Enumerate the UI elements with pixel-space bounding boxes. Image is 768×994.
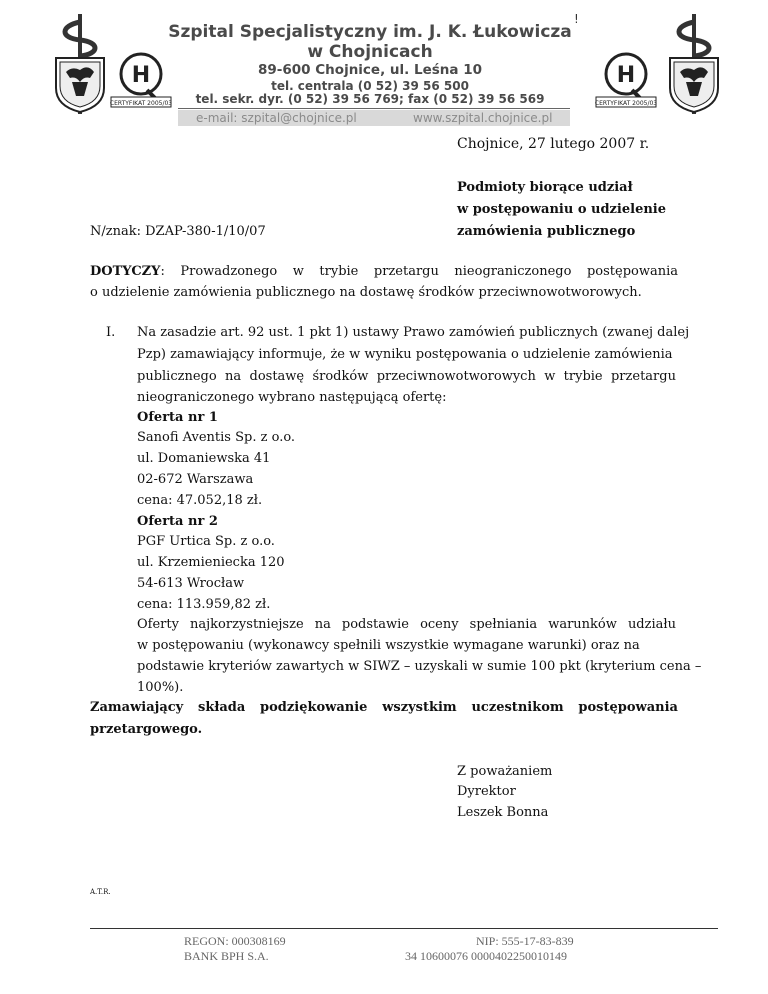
- hospital-name: Szpital Specjalistyczny im. J. K. Łukowicza: [168, 22, 572, 42]
- email-link[interactable]: e-mail: szpital@chojnice.pl: [196, 111, 357, 125]
- subject-word: w: [292, 264, 304, 279]
- paragraph-line-3: [137, 369, 676, 384]
- subject-line-2: o udzielenie zamówienia publicznego na dostawę środków przeciwnowotworowych.: [90, 285, 642, 300]
- subject-word: trybie: [319, 264, 359, 279]
- thanks-word: wszystkim: [382, 700, 457, 715]
- offer-1-city: 02-672 Warszawa: [137, 472, 254, 487]
- reference-number: N/znak: DZAP-380-1/10/07: [90, 224, 266, 239]
- offer-1-street: ul. Domaniewska 41: [137, 451, 271, 466]
- offer-2-title: Oferta nr 2: [137, 514, 218, 529]
- offer-2-company: PGF Urtica Sp. z o.o.: [137, 534, 275, 549]
- phone-central: tel. centrala (0 52) 39 56 500: [271, 79, 469, 93]
- offer-2-city: 54-613 Wrocław: [137, 576, 245, 591]
- subject-label: DOTYCZY: [90, 264, 161, 279]
- thanks-word: podziękowanie: [260, 700, 368, 715]
- paragraph-word: przetargu: [610, 369, 676, 384]
- footer-regon: REGON: 000308169: [184, 934, 286, 948]
- conclusion-line-1: [137, 617, 676, 632]
- thanks-line-1: [90, 700, 678, 715]
- svg-text:CERTYFIKAT 2005/03: CERTYFIKAT 2005/03: [594, 100, 658, 107]
- conclusion-line-2: w postępowaniu (wykonawcy spełnili wszystkie wymagane warunki) oraz na: [137, 638, 640, 653]
- paragraph-line-1: Na zasadzie art. 92 ust. 1 pkt 1) ustawy Prawo zamówień publicznych (zwanej dalej: [137, 325, 690, 340]
- place-date: Chojnice, 27 lutego 2007 r.: [457, 136, 650, 152]
- paragraph-word: w: [544, 369, 556, 384]
- coat-of-arms-left-icon: [50, 12, 110, 116]
- thanks-word: postępowania: [578, 700, 678, 715]
- svg-text:CERTYFIKAT 2005/03: CERTYFIKAT 2005/03: [109, 100, 173, 107]
- conclusion-word: oceny: [420, 617, 459, 632]
- conclusion-word: na: [314, 617, 331, 632]
- paragraph-word: dostawę: [249, 369, 305, 384]
- website-link[interactable]: www.szpital.chojnice.pl: [413, 111, 553, 125]
- paragraph-word: trybie: [563, 369, 603, 384]
- conclusion-word: warunków: [548, 617, 617, 632]
- closing: Z poważaniem: [457, 764, 553, 779]
- corner-mark: !: [574, 12, 579, 26]
- recipient-line-2: w postępowaniu o udzielenie: [457, 202, 667, 217]
- hospital-city: w Chojnicach: [307, 42, 433, 62]
- conclusion-word: podstawie: [341, 617, 410, 632]
- signer-title: Dyrektor: [457, 784, 516, 799]
- initials: A.T.R.: [90, 888, 111, 896]
- offer-2-price: cena: 113.959,82 zł.: [137, 597, 271, 612]
- thanks-word: uczestnikom: [471, 700, 564, 715]
- signer-name: Leszek Bonna: [457, 805, 549, 820]
- footer-divider: [90, 928, 718, 929]
- conclusion-word: udziału: [627, 617, 676, 632]
- coat-of-arms-right-icon: [664, 12, 724, 116]
- footer-account: 34 10600076 0000402250010149: [405, 949, 567, 963]
- quality-certificate-right-icon: [592, 50, 660, 108]
- thanks-word: Zamawiający: [90, 700, 184, 715]
- thanks-word: składa: [198, 700, 246, 715]
- conclusion-line-4: 100%).: [137, 680, 184, 695]
- paragraph-line-2: Pzp) zamawiający informuje, że w wyniku postępowania o udzielenie zamówienia: [137, 347, 673, 362]
- footer-bank: BANK BPH S.A.: [184, 949, 269, 963]
- paragraph-line-4: nieograniczonego wybrano następującą ofertę:: [137, 390, 447, 405]
- recipient-line-1: Podmioty biorące udział: [457, 180, 633, 195]
- conclusion-word: Oferty: [137, 617, 179, 632]
- subject-word: nieograniczonego: [454, 264, 572, 279]
- paragraph-word: publicznego: [137, 369, 217, 384]
- thanks-line-2: przetargowego.: [90, 722, 203, 737]
- header-divider: [178, 108, 570, 109]
- paragraph-word: na: [225, 369, 242, 384]
- paragraph-word: przeciwnowotworowych: [376, 369, 536, 384]
- subject-word: przetargu: [373, 264, 439, 279]
- offer-2-street: ul. Krzemieniecka 120: [137, 555, 285, 570]
- conclusion-line-3: podstawie kryteriów zawartych w SIWZ – uzyskali w sumie 100 pkt (kryterium cena –: [137, 659, 702, 674]
- paragraph-word: środków: [312, 369, 369, 384]
- offer-1-company: Sanofi Aventis Sp. z o.o.: [137, 430, 296, 445]
- conclusion-word: najkorzystniejsze: [190, 617, 304, 632]
- hospital-address: 89-600 Chojnice, ul. Leśna 10: [258, 62, 482, 78]
- subject-word: postępowania: [586, 264, 678, 279]
- svg-text:H: H: [131, 63, 151, 88]
- svg-text:H: H: [616, 63, 636, 88]
- subject-word: Prowadzonego: [180, 264, 278, 279]
- section-number: I.: [106, 325, 116, 340]
- offer-1-price: cena: 47.052,18 zł.: [137, 493, 263, 508]
- offer-1-title: Oferta nr 1: [137, 410, 218, 425]
- subject-line-1: DOTYCZY: Prowadzonego w trybie przetargu nieograniczonego postępowania: [90, 264, 678, 279]
- footer-nip: NIP: 555-17-83-839: [476, 934, 574, 948]
- phone-secretary: tel. sekr. dyr. (0 52) 39 56 769; fax (0 52) 39 56 569: [195, 92, 545, 106]
- conclusion-word: spełniania: [469, 617, 538, 632]
- recipient-line-3: zamówienia publicznego: [457, 224, 636, 239]
